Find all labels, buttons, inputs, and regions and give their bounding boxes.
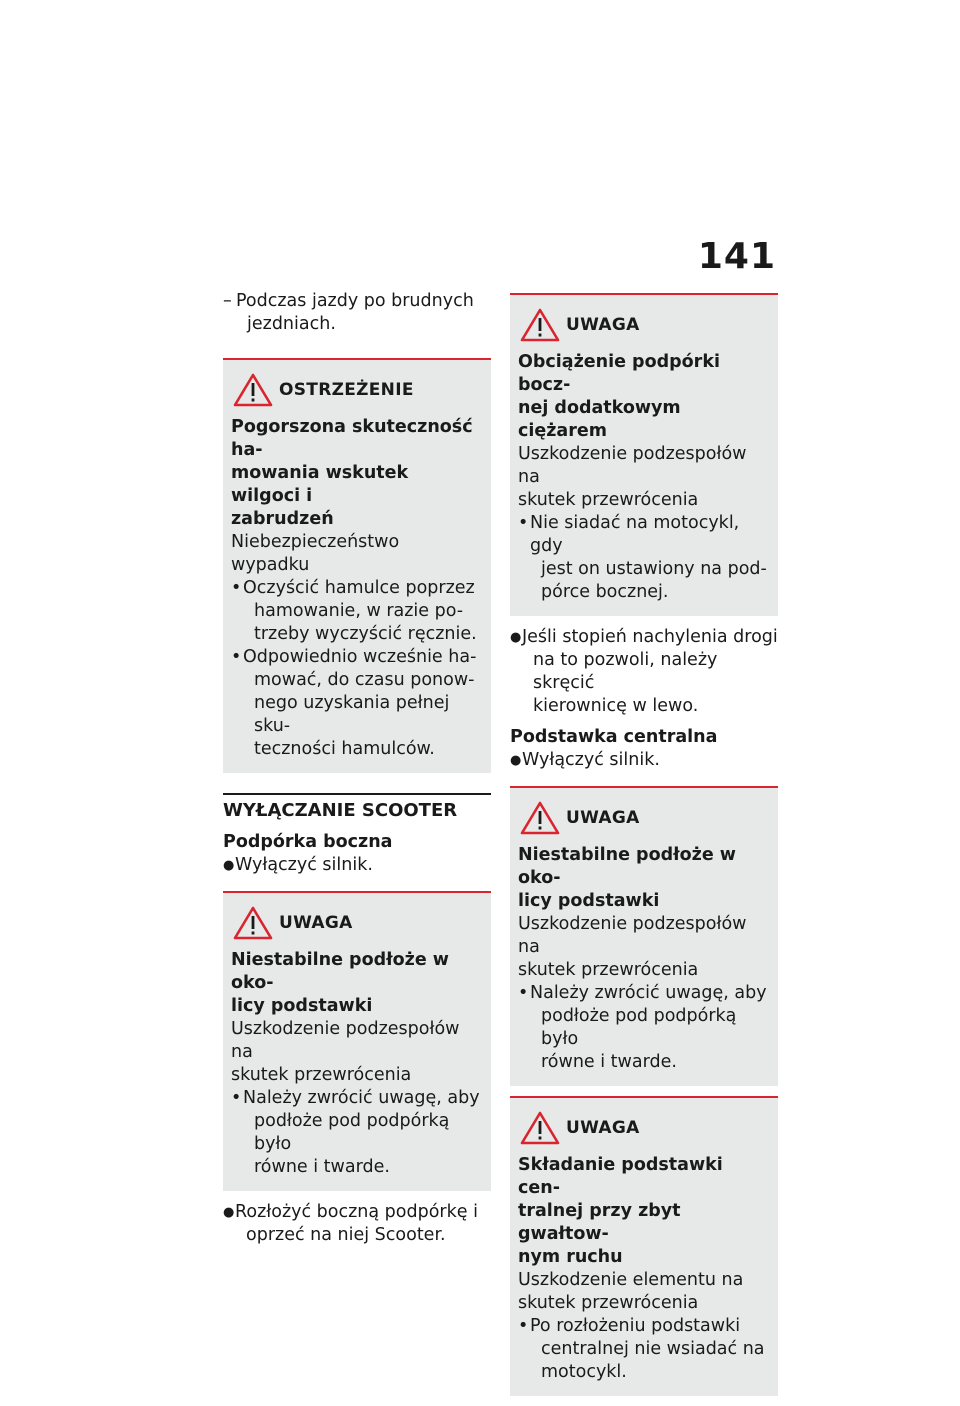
notice-bullet: • Nie siadać na motocykl, gdy jest on ustawiony na pod- pórce bocznej. [518,513,767,602]
warning-heading: Pogorszona skuteczność ha- mowania wskutek wilgoci i zabrudzeń [231,417,473,529]
notice-heading: Niestabilne podłoże w oko- licy podstawki [231,950,449,1016]
notice-header [518,798,770,838]
section-title: WYŁĄCZANIE SCOOTER [223,793,491,823]
notice-consequence: Uszkodzenie podzespołów na skutek przewrócenia [518,444,747,510]
dash-mark: – [223,291,232,311]
notice-title: UWAGA [279,913,353,933]
notice-header [518,305,770,345]
step-item: ● Rozłożyć boczną podpórkę i oprzeć na niej Scooter. [223,1202,478,1245]
page-number: 141 [697,236,776,277]
left-column [223,290,491,1247]
step-item: ● Jeśli stopień nachylenia drogi na to pozwoli, należy skręcić kierownicę w lewo. [510,627,778,716]
warning-box [223,358,491,773]
notice-title: UWAGA [566,315,640,335]
warning-triangle-icon [520,801,560,835]
notice-box [223,891,491,1191]
sub-title-center-stand: Podstawka centralna [510,727,718,747]
warning-bullet: • Odpowiednio wcześnie ha- mować, do czasu ponow- nego uzyskania pełnej sku- teczności hamulców. [231,647,477,759]
notice-heading: Składanie podstawki cen- tralnej przy zbyt gwałtow- nym ruchu [518,1155,723,1267]
notice-title: UWAGA [566,1118,640,1138]
warning-triangle-icon [520,1111,560,1145]
notice-box [510,293,778,616]
notice-consequence: Uszkodzenie elementu na skutek przewrócenia [518,1270,744,1313]
warning-triangle-icon [233,373,273,407]
notice-header [231,903,483,943]
sub-title-side-stand: Podpórka boczna [223,832,393,852]
right-column [510,290,778,1406]
notice-heading: Obciążenie podpórki bocz- nej dodatkowym ciężarem [518,352,720,441]
notice-box [510,1096,778,1396]
warning-bullet: • Oczyścić hamulce poprzez hamowanie, w razie po- trzeby wyczyścić ręcznie. [231,578,477,644]
step-item: ● Wyłączyć silnik. [510,750,660,770]
notice-box [510,786,778,1086]
warning-triangle-icon [520,308,560,342]
notice-consequence: Uszkodzenie podzespołów na skutek przewrócenia [231,1019,460,1085]
notice-bullet: • Należy zwrócić uwagę, aby podłoże pod podpórką było równe i twarde. [231,1088,480,1177]
step-item: ● Wyłączyć silnik. [223,855,373,875]
notice-consequence: Uszkodzenie podzespołów na skutek przewrócenia [518,914,747,980]
warning-header [231,370,483,410]
notice-title: UWAGA [566,808,640,828]
notice-header [518,1108,770,1148]
notice-heading: Niestabilne podłoże w oko- licy podstawki [518,845,736,911]
intro-list-item: – Podczas jazdy po brudnych jezdniach. [223,291,474,334]
warning-triangle-icon [233,906,273,940]
notice-bullet: • Należy zwrócić uwagę, aby podłoże pod podpórką było równe i twarde. [518,983,767,1072]
warning-risk: Niebezpieczeństwo wypadku [231,532,400,575]
warning-title: OSTRZEŻENIE [279,380,414,400]
notice-bullet: • Po rozłożeniu podstawki centralnej nie wsiadać na motocykl. [518,1316,765,1382]
